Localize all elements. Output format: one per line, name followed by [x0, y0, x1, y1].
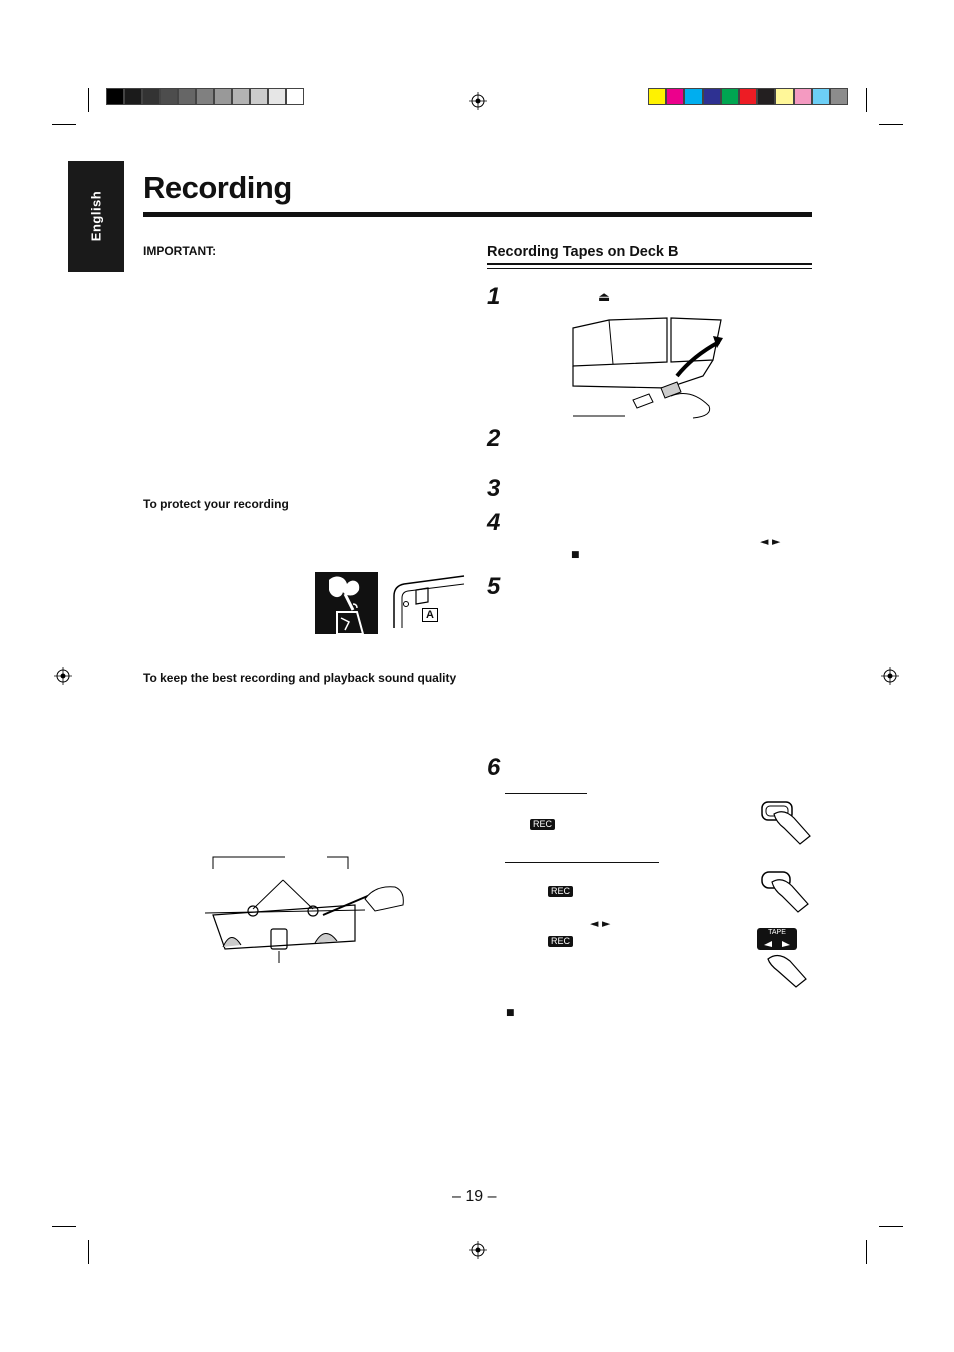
sound-quality-heading: To keep the best recording and playback sound quality — [143, 671, 457, 685]
crop-mark-bl-v — [88, 1240, 89, 1264]
play-direction-icon: ◄ ► — [760, 535, 781, 548]
rec-button-press-icon-2 — [760, 868, 812, 914]
crop-mark-tl-v — [88, 88, 89, 112]
tape-button-label: TAPE — [768, 929, 786, 936]
registration-mark-bottom-icon — [469, 1241, 487, 1259]
section-rule-thick — [487, 263, 812, 265]
registration-mark-left-icon — [54, 667, 72, 685]
section-rule-thin — [487, 268, 812, 269]
calibration-swatch — [214, 88, 232, 105]
calibration-swatch — [232, 88, 250, 105]
calibration-swatch — [830, 88, 848, 105]
play-direction-icon-2: ◄ ► — [590, 917, 611, 930]
section-heading-deck-b: Recording Tapes on Deck B — [487, 244, 679, 260]
crop-mark-tl-h — [52, 124, 76, 125]
calibration-swatch — [196, 88, 214, 105]
calibration-swatch — [124, 88, 142, 105]
registration-mark-top-icon — [469, 92, 487, 110]
cassette-deck-eject-illustration — [573, 316, 725, 418]
calibration-swatch — [666, 88, 684, 105]
eject-icon: ⏏ — [598, 290, 611, 305]
calibration-swatch — [106, 88, 124, 105]
rec-badge-1: REC — [530, 819, 555, 830]
crop-mark-bl-h — [52, 1226, 76, 1227]
important-label: IMPORTANT: — [143, 244, 217, 258]
rec-button-press-icon — [760, 800, 812, 846]
tape-button-press-icon — [758, 939, 810, 987]
tape-head-cleaning-illustration — [205, 855, 410, 965]
step-number-6: 6 — [487, 754, 501, 781]
language-tab-label: English — [88, 190, 104, 242]
break-tab-illustration — [315, 572, 378, 634]
calibration-swatch — [268, 88, 286, 105]
calibration-swatch — [178, 88, 196, 105]
step-number-2: 2 — [487, 425, 501, 452]
calibration-swatch — [739, 88, 757, 105]
cassette-side-letter: A — [422, 608, 438, 622]
calibration-swatch — [812, 88, 830, 105]
crop-mark-br-h — [879, 1226, 903, 1227]
subheading-underline-2 — [505, 862, 659, 863]
calibration-swatch — [648, 88, 666, 105]
page-number: – 19 – — [452, 1188, 497, 1205]
title-rule — [143, 212, 812, 217]
protect-recording-heading: To protect your recording — [143, 497, 289, 511]
calibration-swatch — [684, 88, 702, 105]
calibration-swatch — [794, 88, 812, 105]
calibration-swatch — [250, 88, 268, 105]
crop-mark-tr-v — [866, 88, 867, 112]
calibration-swatch — [703, 88, 721, 105]
step-number-1: 1 — [487, 283, 501, 310]
stop-icon: ■ — [571, 550, 580, 560]
step-number-3: 3 — [487, 475, 501, 502]
stop-icon-2: ■ — [506, 1008, 515, 1018]
subheading-underline-1 — [505, 793, 587, 794]
rec-badge-3: REC — [548, 936, 573, 947]
calibration-swatch — [721, 88, 739, 105]
calibration-swatch — [775, 88, 793, 105]
crop-mark-br-v — [866, 1240, 867, 1264]
crop-mark-tr-h — [879, 124, 903, 125]
rec-badge-2: REC — [548, 886, 573, 897]
calibration-swatch — [160, 88, 178, 105]
step-number-4: 4 — [487, 509, 501, 536]
page-title: Recording — [143, 170, 292, 205]
calibration-swatch — [142, 88, 160, 105]
calibration-swatch — [286, 88, 304, 105]
step-number-5: 5 — [487, 573, 501, 600]
registration-mark-right-icon — [881, 667, 899, 685]
calibration-swatch — [757, 88, 775, 105]
screwdriver-icon — [315, 572, 378, 634]
